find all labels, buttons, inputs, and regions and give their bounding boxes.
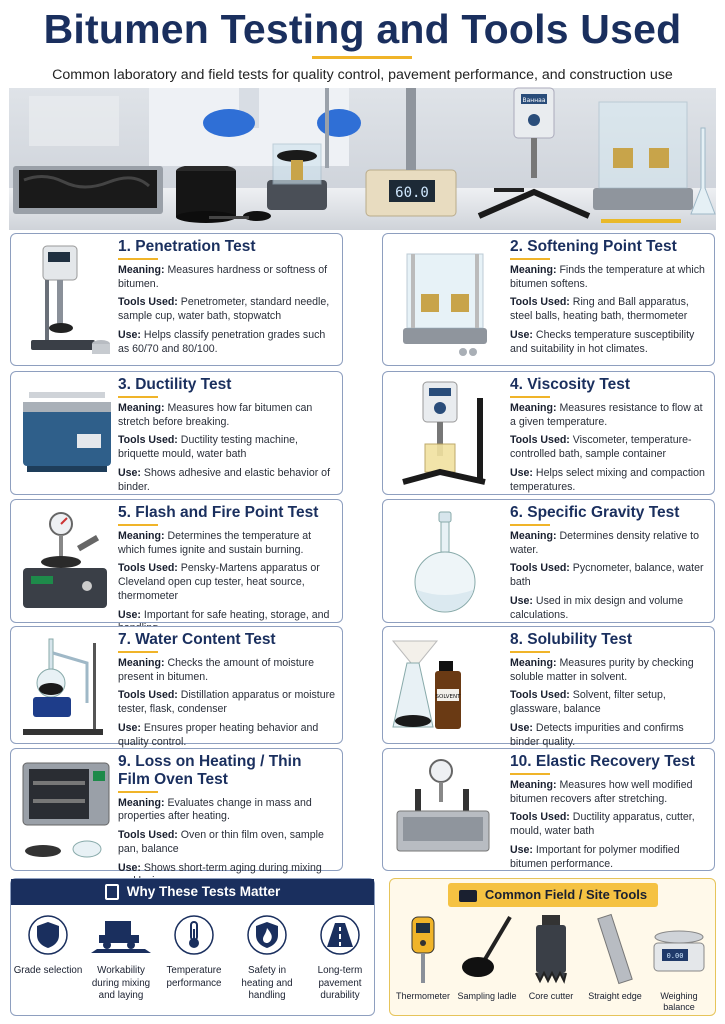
test-meaning: Finds the temperature at which bitumen softens. (510, 263, 705, 290)
ladle-icon (458, 913, 516, 985)
paver-icon (91, 915, 151, 955)
test-use: Helps classify penetration grades such as 60/70 and 80/100. (118, 328, 326, 355)
test-title: 3. Ductility Test (118, 376, 232, 393)
test-meaning: Measures how well modified bitumen recovers after stretching. (510, 778, 693, 805)
pycnometer-icon (389, 506, 504, 616)
flash-point-tester-icon (17, 506, 115, 616)
straight-edge-icon (590, 913, 640, 985)
elastic-recovery-apparatus-icon (389, 755, 504, 865)
why-panel-title: Why These Tests Matter (11, 879, 374, 905)
title-underline (312, 56, 412, 59)
test-card-penetration: 1. Penetration Test Meaning: Measures hardness or softness of bitumen. Tools Used: Penetrometer, standard needle, sample cup, water bath, stopwatch Use: Helps classify penetration grades such as 60/70 and 80/100. (10, 233, 343, 366)
test-tools: Pycnometer, balance, water bath (510, 562, 704, 589)
viscometer-icon (389, 378, 504, 488)
hero-display-reading: 60.0 (395, 185, 429, 201)
shield-icon (28, 915, 68, 955)
test-card-viscosity: 4. Viscosity Test Meaning: Measures resistance to flow at a given temperature. Tools Used: Viscometer, temperature-controlled bath, sample container Use: Helps select mixing and compaction temperatures. (382, 371, 715, 495)
thermometer-icon (174, 915, 214, 955)
field-tool-weighing-balance: 0.00 Weighing balance (648, 913, 710, 1014)
test-meaning: Measures hardness or softness of bitumen. (118, 263, 328, 290)
test-meaning: Determines density relative to water. (510, 529, 699, 556)
test-card-ductility: 3. Ductility Test Meaning: Measures how far bitumen can stretch before breaking. Tools Used: Ductility testing machine, briquette mould, water bath Use: Shows adhesive and elastic behavior of binder. (10, 371, 343, 495)
field-tool-ladle: Sampling ladle (456, 913, 518, 1002)
test-card-water-content: 7. Water Content Test Meaning: Checks the amount of moisture present in bitumen. Tools Used: Distillation apparatus or moisture tester, flask, condenser Use: Ensures proper heating behavior and quality control. (10, 626, 343, 744)
field-panel-title: Common Field / Site Tools (448, 883, 658, 907)
test-card-loss-on-heating: 9. Loss on Heating / Thin Film Oven Test Meaning: Evaluates change in mass and properties after heating. Tools Used: Oven or thin film oven, sample pan, balance Use: Shows short-term aging during mixing (10, 748, 343, 871)
test-meaning: Determines the temperature at which fumes ignite and sustain burning. (118, 529, 312, 556)
hero-lab-image (9, 88, 716, 230)
test-tools: Distillation apparatus or moisture tester, flask, condenser (118, 689, 336, 716)
solubility-setup-icon (389, 633, 504, 739)
distillation-apparatus-icon (17, 633, 115, 739)
test-use: Shows adhesive and elastic behavior of binder. (118, 466, 331, 493)
test-meaning: Checks the amount of moisture present in bitumen. (118, 656, 315, 683)
test-card-softening-point: 2. Softening Point Test Meaning: Finds the temperature at which bitumen softens. Tools Used: Ring and Ball apparatus, steel balls, heating bath, thermometer Use: Checks temperature susceptibility and suitability in hot climates. (382, 233, 715, 366)
field-tool-core-cutter: Core cutter (520, 913, 582, 1002)
road-icon (320, 915, 360, 955)
test-use: Detects impurities and confirms binder quality. (510, 721, 684, 748)
hero-device-label: Ваннаа (522, 97, 546, 104)
test-title: 7. Water Content Test (118, 631, 276, 648)
test-title: 9. Loss on Heating / Thin Film Oven Test (118, 753, 302, 788)
penetrometer-icon (17, 240, 115, 358)
digital-thermometer-icon (398, 913, 448, 985)
why-item-grade-selection: Grade selection (12, 915, 84, 978)
test-title: 6. Specific Gravity Test (510, 504, 680, 521)
core-cutter-icon (526, 913, 576, 985)
test-use: Important for safe heating, storage, and (143, 608, 330, 621)
weighing-balance-icon (648, 913, 710, 985)
test-use: Used in mix design and volume calculations. (510, 594, 684, 621)
field-tools-panel (389, 878, 716, 1016)
field-tool-straight-edge: Straight edge (584, 913, 646, 1002)
ring-and-ball-icon (389, 240, 504, 358)
page-subtitle: Common laboratory and field tests for quality control, pavement performance, and construction use (52, 67, 673, 83)
test-title: 4. Viscosity Test (510, 376, 631, 393)
test-use: Important for polymer modified bitumen performance. (510, 843, 680, 870)
checklist-icon (105, 884, 119, 900)
solvent-bottle-label: SOLVENT (435, 694, 461, 700)
why-item-safety: Safety in heating and handling (231, 915, 303, 1003)
why-item-temperature: Temperature performance (158, 915, 230, 990)
test-title: 10. Elastic Recovery Test (510, 753, 695, 770)
flame-shield-icon (247, 915, 287, 955)
test-use: Checks temperature susceptibility and suitability in hot climates. (510, 328, 695, 355)
balance-display-reading: 0.00 (666, 952, 684, 960)
test-card-specific-gravity: 6. Specific Gravity Test Meaning: Determines density relative to water. Tools Used: Pycnometer, balance, water bath Use: Used in mix design and volume calculations. (382, 499, 715, 623)
thin-film-oven-icon (17, 755, 115, 865)
why-item-durability: Long-term pavement durability (304, 915, 376, 1003)
why-tests-matter-panel (10, 878, 375, 1016)
test-tools: Viscometer, temperature-controlled bath, sample container (510, 434, 692, 461)
test-tools: Ductility apparatus, cutter, mould, water bath (510, 811, 695, 838)
test-tools: Solvent, filter setup, glassware, balance (510, 689, 666, 716)
page-title: Bitumen Testing and Tools Used (43, 6, 682, 52)
test-meaning: Evaluates change in mass and properties after heating. (118, 796, 312, 823)
test-title: 5. Flash and Fire Point Test (118, 504, 319, 521)
test-title: 2. Softening Point Test (510, 238, 677, 255)
test-tools: Ductility testing machine, briquette mould, water bath (118, 434, 298, 461)
test-card-solubility: SOLVENT 8. Solubility Test Meaning: Measures purity by checking soluble matter in solvent. Tools Used: Solvent, filter setup, glassware, balance Use: Detects impurities and confirms binder quality. (382, 626, 715, 744)
test-tools: Penetrometer, standard needle, sample cup, water bath, stopwatch (118, 296, 330, 323)
test-meaning: Measures how far bitumen can stretch before breaking. (118, 401, 313, 428)
toolbox-icon (459, 890, 477, 902)
test-card-flash-fire-point: 5. Flash and Fire Point Test Meaning: Determines the temperature at which fumes ignite and sustain burning. Tools Used: Pensky-Martens apparatus or Cleveland open cup tester, heat source, thermometer Use: Important for safe heating, storage, and (10, 499, 343, 623)
field-tool-thermometer: Thermometer (392, 913, 454, 1002)
test-tools: Ring and Ball apparatus, steel balls, heating bath, thermometer (510, 296, 689, 323)
test-title: 8. Solubility Test (510, 631, 633, 648)
test-card-elastic-recovery: 10. Elastic Recovery Test Meaning: Measures how well modified bitumen recovers after stretching. Tools Used: Ductility apparatus, cutter, mould, water bath Use: Important for polymer modified bitumen performance. (382, 748, 715, 871)
test-tools: Pensky-Martens apparatus or Cleveland open cup tester, heat source, thermometer (118, 562, 320, 602)
test-use: Shows short-term aging during mixing (143, 861, 322, 874)
why-item-workability: Workability during mixing and laying (85, 915, 157, 1003)
test-meaning: Measures resistance to flow at a given temperature. (510, 401, 703, 428)
test-title: 1. Penetration Test (118, 238, 256, 255)
test-meaning: Measures purity by checking soluble matter in solvent. (510, 656, 694, 683)
ductility-machine-icon (17, 378, 115, 488)
test-use: Ensures proper heating behavior and quality control. (118, 721, 319, 748)
test-use: Helps select mixing and compaction temperatures. (510, 466, 705, 493)
test-tools: Oven or thin film oven, sample pan, balance (118, 829, 324, 855)
